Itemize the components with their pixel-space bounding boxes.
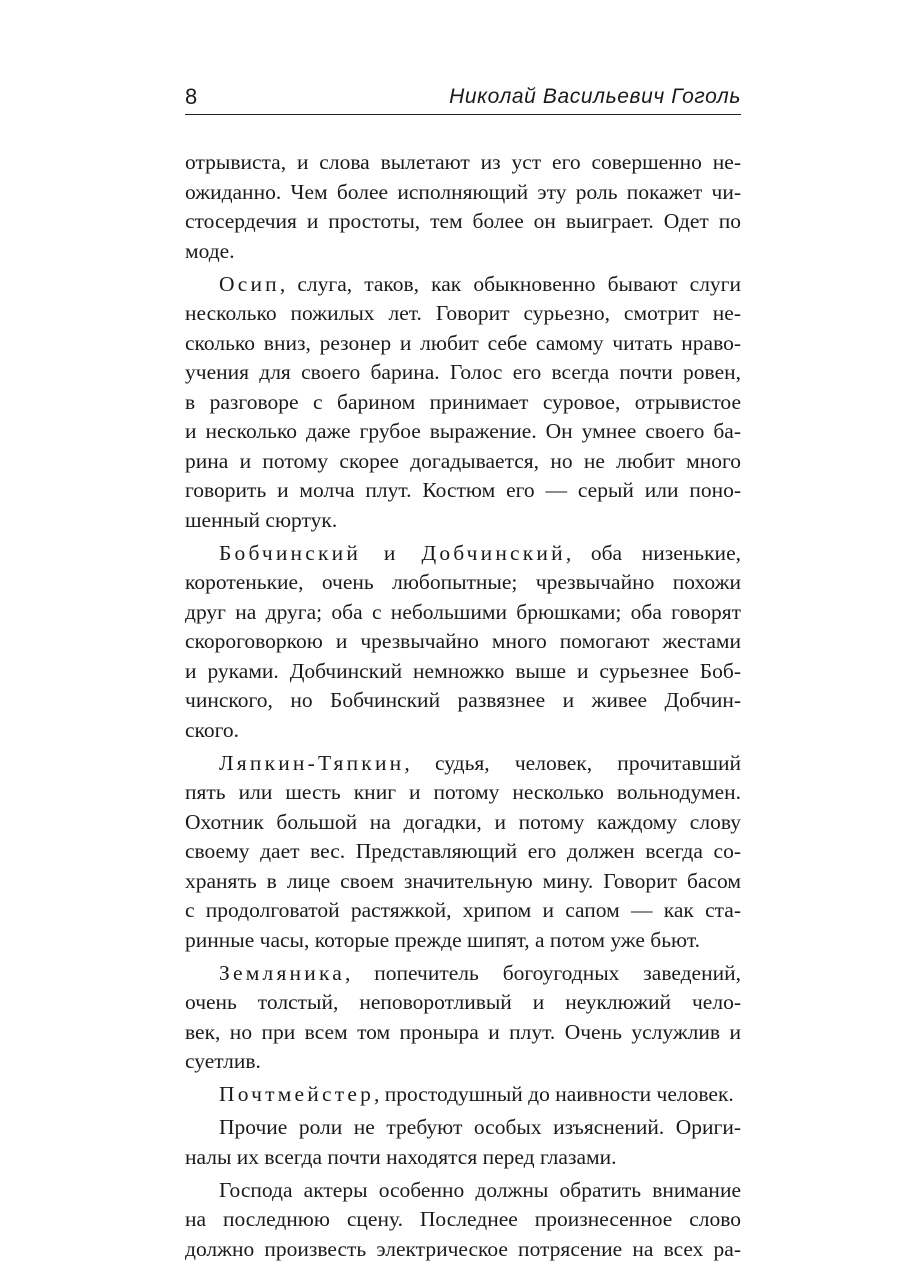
text-line: Земляника, попечитель богоугодных заведений, <box>185 959 741 989</box>
body-text <box>185 148 741 1264</box>
text-line: моде. <box>185 237 741 267</box>
text-line: Ляпкин-Тяпкин, судья, человек, прочитавший <box>185 749 741 779</box>
text-line: на последнюю сцену. Последнее произнесенное слово <box>185 1205 741 1235</box>
paragraph-pochtmeyster <box>185 1080 741 1110</box>
paragraph-bobchinsky-dobchinsky <box>185 539 741 746</box>
text-line: Охотник большой на догадки, и потому каждому слову <box>185 808 741 838</box>
running-title: Николай Васильевич Гоголь <box>449 84 741 110</box>
text-line: с продолговатой растяжкой, хрипом и сапом — как ста- <box>185 896 741 926</box>
text-line: хранять в лице своем значительную мину. Говорит басом <box>185 867 741 897</box>
paragraph-zemlyanika <box>185 959 741 1077</box>
character-name: Ляпкин-Тяпкин <box>219 751 404 775</box>
text-line: друг на друга; оба с небольшими брюшками; оба говорят <box>185 598 741 628</box>
text-line: Бобчинский и Добчинский, оба низенькие, <box>185 539 741 569</box>
text-line: скороговоркою и чрезвычайно много помогают жестами <box>185 627 741 657</box>
text-line: рина и потому скорее догадывается, но не любит много <box>185 447 741 477</box>
paragraph-actors <box>185 1176 741 1264</box>
text-line: говорить и молча плут. Костюм его — серый или поно- <box>185 476 741 506</box>
character-name: Земляника <box>219 961 345 985</box>
text-line: Почтмейстер, простодушный до наивности человек. <box>185 1080 741 1110</box>
text-line: своему дает вес. Представляющий его должен всегда со- <box>185 837 741 867</box>
paragraph <box>185 148 741 266</box>
text-line: суетлив. <box>185 1047 741 1077</box>
text-line: сколько вниз, резонер и любит себе самому читать нраво- <box>185 329 741 359</box>
text-line: несколько пожилых лет. Говорит сурьезно, смотрит не- <box>185 299 741 329</box>
text-line: шенный сюртук. <box>185 506 741 536</box>
character-name: Почтмейстер <box>219 1082 374 1106</box>
character-name: Осип <box>219 272 280 296</box>
text-line: ринные часы, которые прежде шипят, а потом уже бьют. <box>185 926 741 956</box>
text-line: и несколько даже грубое выражение. Он умнее своего ба- <box>185 417 741 447</box>
paragraph-lyapkin-tyapkin <box>185 749 741 956</box>
page-number: 8 <box>185 84 197 110</box>
text-line: налы их всегда почти находятся перед глазами. <box>185 1143 741 1173</box>
text-line: ожиданно. Чем более исполняющий эту роль покажет чи- <box>185 178 741 208</box>
text-line: отрывиста, и слова вылетают из уст его совершенно не- <box>185 148 741 178</box>
text-line: очень толстый, неповоротливый и неуклюжий чело- <box>185 988 741 1018</box>
text-line: стосердечия и простоты, тем более он выиграет. Одет по <box>185 207 741 237</box>
text-line: чинского, но Бобчинский развязнее и живее Добчин- <box>185 686 741 716</box>
character-name: Бобчинский и Добчинский <box>219 541 566 565</box>
text-line: ского. <box>185 716 741 746</box>
text-line: Господа актеры особенно должны обратить внимание <box>185 1176 741 1206</box>
paragraph-osip <box>185 270 741 536</box>
text-line: Осип, слуга, таков, как обыкновенно бывают слуги <box>185 270 741 300</box>
text-line: учения для своего барина. Голос его всегда почти ровен, <box>185 358 741 388</box>
text-line: в разговоре с барином принимает суровое, отрывистое <box>185 388 741 418</box>
text-line: Прочие роли не требуют особых изъяснений. Ориги- <box>185 1113 741 1143</box>
text-line: век, но при всем том проныра и плут. Очень услужлив и <box>185 1018 741 1048</box>
text-line: коротенькие, очень любопытные; чрезвычайно похожи <box>185 568 741 598</box>
running-header <box>185 84 741 115</box>
text-line: и руками. Добчинский немножко выше и сурьезнее Боб- <box>185 657 741 687</box>
text-line: пять или шесть книг и потому несколько вольнодумен. <box>185 778 741 808</box>
paragraph-other-roles <box>185 1113 741 1172</box>
text-line: должно произвесть электрическое потрясение на всех ра- <box>185 1235 741 1264</box>
